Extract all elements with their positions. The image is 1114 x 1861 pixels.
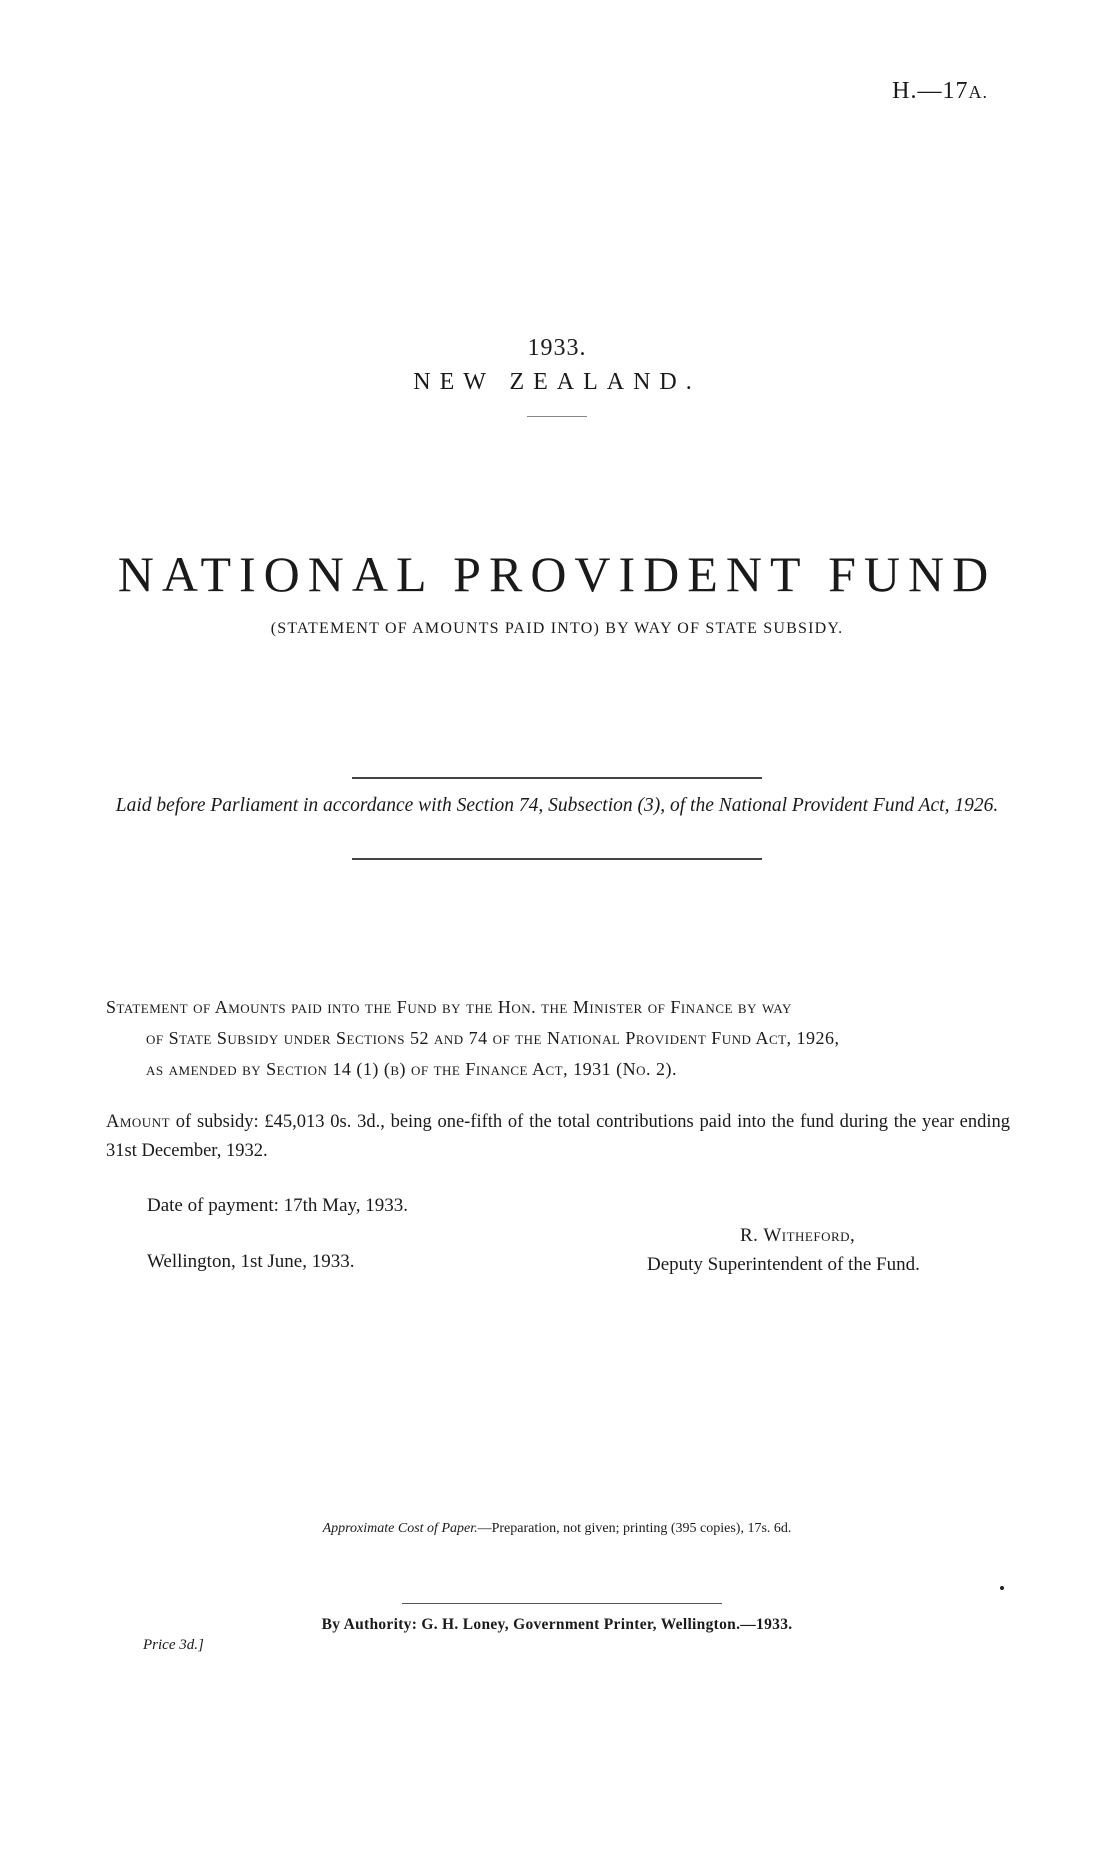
publication-year: 1933. (527, 335, 587, 361)
document-reference (892, 78, 988, 105)
cost-label: Approximate Cost of Paper. (322, 1521, 478, 1536)
divider (352, 858, 762, 860)
divider (352, 777, 762, 779)
signatory-name: R. Witheford, (740, 1225, 856, 1246)
statement-line: as amended by Section 14 (1) (b) of the Finance Act, 1931 (No. 2). (146, 1059, 677, 1079)
statement-heading (106, 992, 1010, 1085)
amount-paragraph (106, 1108, 1010, 1166)
place-and-date: Wellington, 1st June, 1933. (147, 1251, 355, 1272)
statement-line: of State Subsidy under Sections 52 and 74 of the National Provident Fund Act, 1926, (146, 1028, 840, 1048)
amount-label: Amount (106, 1112, 171, 1132)
price: Price 3d.] (143, 1637, 204, 1653)
country-heading: NEW ZEALAND. (413, 369, 701, 395)
divider (402, 1603, 722, 1604)
reference-suffix: A. (968, 82, 988, 102)
reference-code: H.—17 (892, 78, 969, 104)
page-subtitle: (STATEMENT OF AMOUNTS PAID INTO) BY WAY OF STATE SUBSIDY. (270, 620, 844, 637)
cost-of-paper (0, 1521, 1114, 1537)
cost-text: —Preparation, not given; printing (395 copies), 17s. 6d. (477, 1521, 792, 1536)
laid-before-notice: Laid before Parliament in accordance with Section 74, Subsection (3), of the National Provident Fund Act, 1926. (115, 795, 999, 816)
divider (527, 416, 587, 417)
page-title: NATIONAL PROVIDENT FUND (117, 546, 997, 602)
payment-date: Date of payment: 17th May, 1933. (147, 1195, 409, 1216)
printer-authority: By Authority: G. H. Loney, Government Printer, Wellington.—1933. (321, 1616, 793, 1633)
signatory-title: Deputy Superintendent of the Fund. (647, 1254, 920, 1275)
statement-line: Statement of Amounts paid into the Fund by the Hon. the Minister of Finance by way (106, 997, 792, 1017)
page-mark (1000, 1586, 1004, 1590)
amount-text: of subsidy: £45,013 0s. 3d., being one-fifth of the total contributions paid into the fund during the year ending 31st December, 1932. (106, 1112, 1010, 1161)
